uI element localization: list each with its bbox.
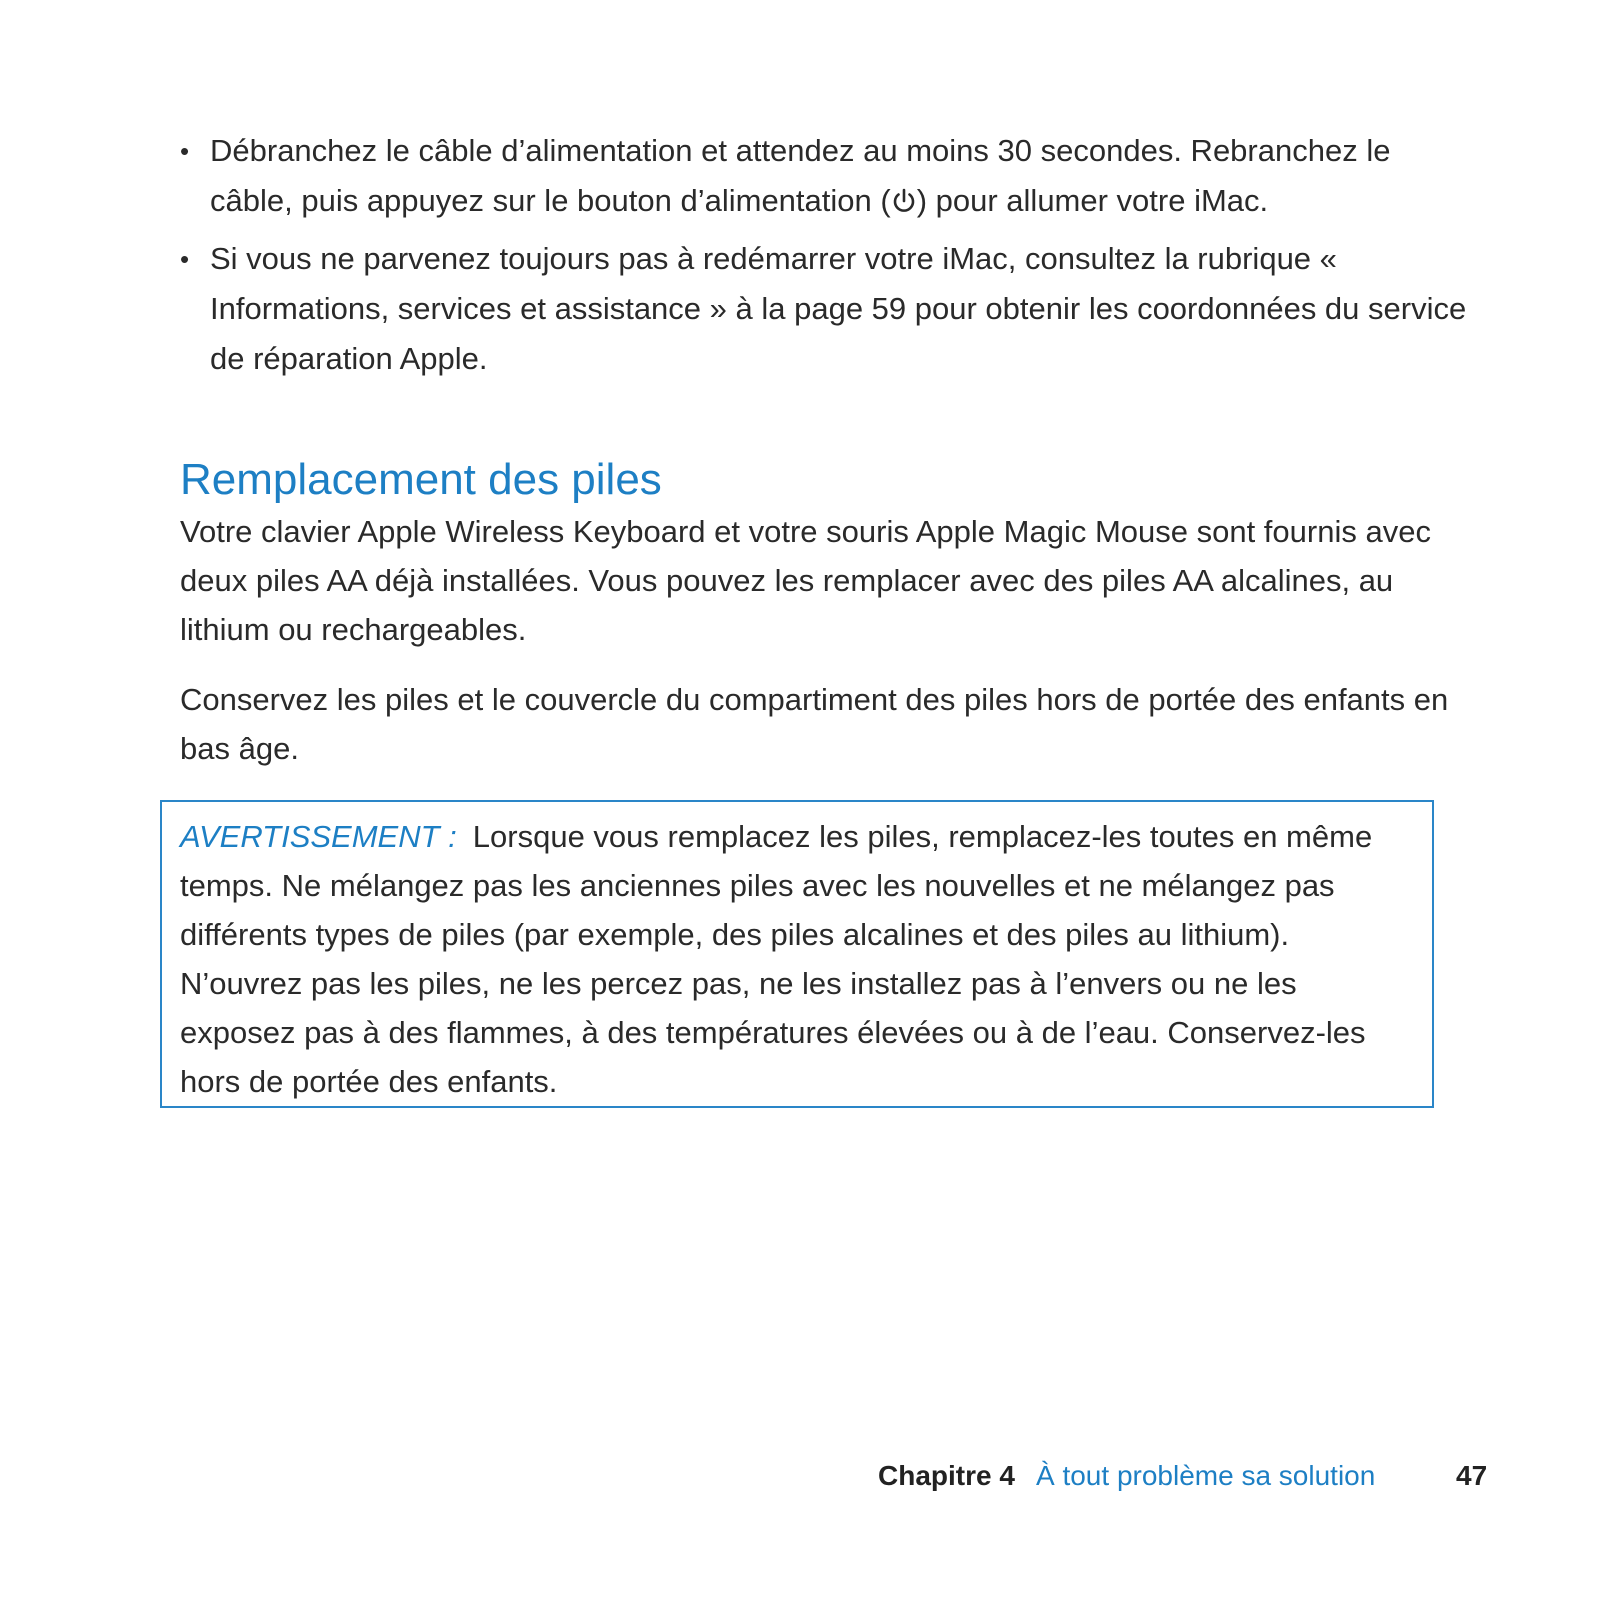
list-item [180, 234, 1480, 384]
list-item [180, 126, 1480, 226]
paragraph: Conservez les piles et le couvercle du compartiment des piles hors de portée des enfants en bas âge. [180, 682, 1449, 766]
footer-chapter-title: À tout problème sa solution [1036, 1460, 1376, 1491]
bullet-symbol: • [180, 136, 190, 166]
section-heading: Remplacement des piles [180, 455, 662, 504]
bullet-text: Si vous ne parvenez toujours pas à redémarrer votre iMac, consultez la rubrique « Informations, services et assistance » à la page 59 pour obtenir les coordonnées du service de réparation Apple. [210, 241, 1467, 376]
warning-box [160, 800, 1434, 1108]
footer-chapter: Chapitre 4 [878, 1460, 1015, 1491]
power-icon [891, 187, 917, 215]
page-footer [0, 1456, 1600, 1496]
warning-body: Lorsque vous remplacez les piles, remplacez-les toutes en même temps. Ne mélangez pas les anciennes piles avec les nouvelles et ne mélangez pas différents types de piles (par exemple, des piles alcalines et des piles au lithium). N’ouvrez pas les piles, ne les percez pas, ne les installez pas à l’envers ou ne les exposez pas à des flammes, à des températures élevées ou à de l’eau. Conservez-les hors de portée des enfants. [180, 819, 1373, 1099]
bullet-text-part: ) pour allumer votre iMac. [916, 183, 1269, 218]
page-number: 47 [1456, 1460, 1488, 1491]
bullet-symbol: • [180, 244, 190, 274]
bullet-text-part: Débranchez le câble d’alimentation et attendez au moins 30 secondes. Rebranchez le câble, puis appuyez sur le bouton d’alimentation ( [210, 133, 1391, 218]
warning-text-block [180, 812, 1420, 1106]
bullet-list [180, 126, 1480, 392]
paragraph: Votre clavier Apple Wireless Keyboard et votre souris Apple Magic Mouse sont fournis avec deux piles AA déjà installées. Vous pouvez les remplacer avec des piles AA alcalines, au lithium ou rechargeables. [180, 514, 1431, 647]
warning-label: AVERTISSEMENT : [180, 819, 457, 854]
